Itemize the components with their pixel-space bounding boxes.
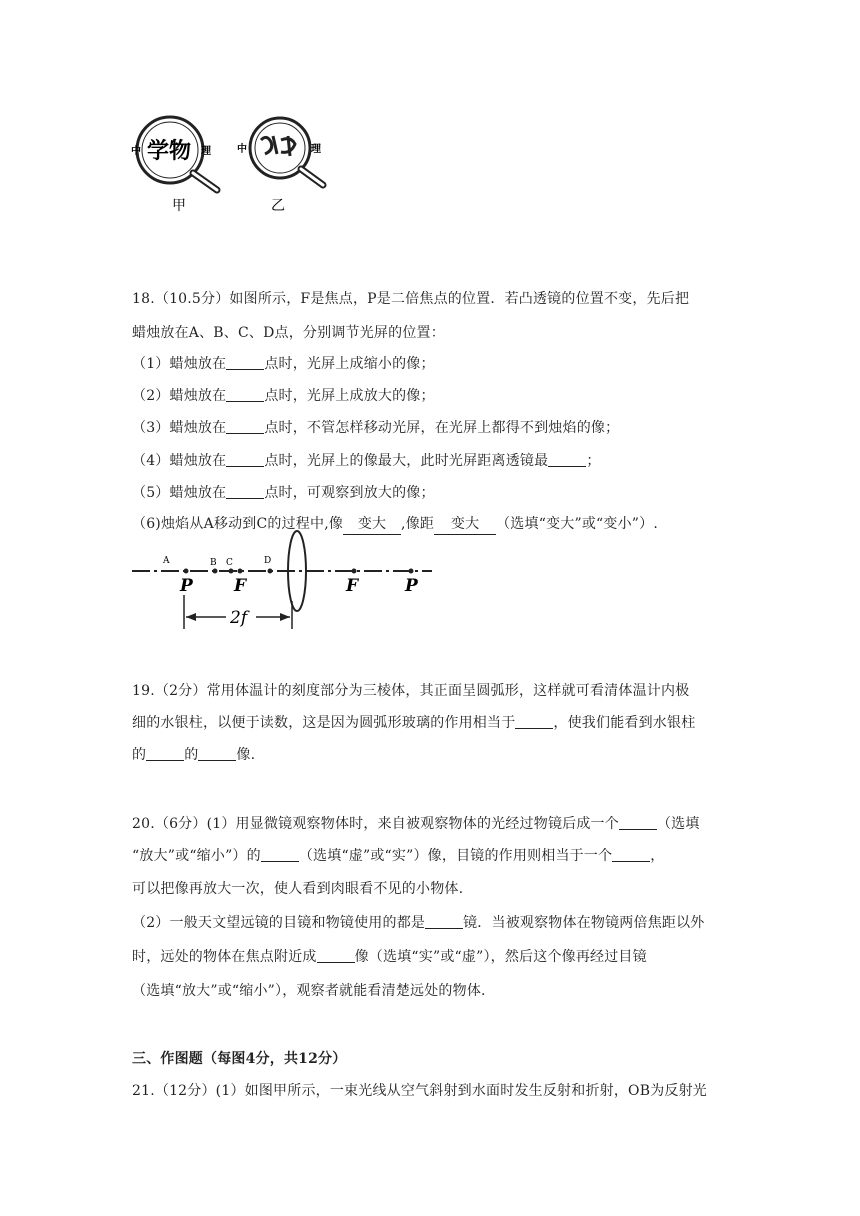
side-right-text: 理 bbox=[201, 146, 211, 157]
q18-i6-text3: （选填“变大”或“变小”）. bbox=[496, 516, 658, 532]
answer-blank[interactable] bbox=[226, 387, 264, 402]
q20-line2 bbox=[132, 846, 664, 866]
caption-yi: 乙 bbox=[271, 198, 285, 214]
q19-line3 bbox=[132, 745, 255, 765]
caption-jia: 甲 bbox=[172, 198, 186, 214]
q21-line1: 21.（12分）(1）如图甲所示，一束光线从空气斜射到水面时发生反射和折射，OB为反射光 bbox=[132, 1083, 708, 1099]
q20-text3: “放大”或“缩小”）的 bbox=[132, 848, 261, 864]
q20-text2: （选填 bbox=[656, 816, 700, 832]
q19-text5: 像. bbox=[236, 747, 256, 763]
label-p-right: P bbox=[405, 576, 418, 596]
q18-i5-text: （5）蜡烛放在 bbox=[132, 485, 227, 501]
label-c: C bbox=[226, 558, 233, 568]
q18-i3-text2: 点时，不管怎样移动光屏，在光屏上都得不到烛焰的像； bbox=[264, 420, 620, 436]
q20-line3: 可以把像再放大一次，使人看到肉眼看不见的小物体. bbox=[132, 881, 464, 897]
q18-i1-text: （1）蜡烛放在 bbox=[132, 356, 227, 372]
q19-text3: 的 bbox=[132, 747, 147, 763]
dim-arrow-left bbox=[186, 613, 196, 621]
label-p-left: P bbox=[180, 576, 193, 596]
side-left2-text: 中 bbox=[237, 144, 247, 155]
lens1-text: 学物 bbox=[147, 138, 192, 164]
answer-blank[interactable] bbox=[226, 419, 264, 434]
q18-i6-text: （6)烛焰从A移动到C的过程中,像 bbox=[132, 516, 344, 532]
side-left-text: 中 bbox=[131, 146, 141, 157]
q18-line2: 蜡烛放在A、B、C、D点，分别调节光屏的位置： bbox=[132, 325, 445, 341]
answer-blank[interactable] bbox=[146, 746, 184, 761]
q18-item3 bbox=[132, 418, 619, 438]
answer-blank[interactable] bbox=[198, 746, 236, 761]
q18-i2-text2: 点时，光屏上成放大的像； bbox=[264, 388, 435, 404]
q20-line1 bbox=[132, 814, 700, 834]
point-a bbox=[184, 569, 189, 574]
side-right2-text: 理 bbox=[311, 144, 321, 155]
section-heading: 三、作图题（每图4分，共12分） bbox=[132, 1051, 347, 1067]
focus-right-dot bbox=[352, 569, 357, 574]
label-a: A bbox=[163, 556, 170, 566]
label-f-left: F bbox=[234, 576, 247, 596]
q19-text4: 的 bbox=[184, 747, 199, 763]
point-b bbox=[213, 569, 218, 574]
q20-text4: （选填“虚”或“实”）像，目镜的作用则相当于一个 bbox=[298, 848, 613, 864]
point-d bbox=[268, 569, 273, 574]
twofocus-right-dot bbox=[409, 569, 414, 574]
answer-blank[interactable] bbox=[261, 847, 299, 862]
answer-blank[interactable] bbox=[226, 484, 264, 499]
magnifier-figure bbox=[125, 110, 345, 220]
q20-text6: （2）一般天文望远镜的目镜和物镜使用的都是 bbox=[132, 915, 426, 931]
answer-blank[interactable] bbox=[226, 452, 264, 467]
q20-line4 bbox=[132, 913, 705, 933]
dim-arrow-right bbox=[280, 613, 290, 621]
answer-blank[interactable] bbox=[548, 452, 586, 467]
answer-blank[interactable] bbox=[425, 914, 463, 929]
lens-diagram bbox=[130, 525, 440, 655]
q18-i4-text2: 点时，光屏上的像最大，此时光屏距离透镜最 bbox=[264, 453, 549, 469]
q20-line6: （选填“放大”或“缩小”），观察者就能看清楚远处的物体. bbox=[132, 983, 486, 999]
q20-text: 20.（6分）(1）用显微镜观察物体时，来自被观察物体的光经过物镜后成一个 bbox=[132, 816, 619, 832]
filled-answer: 变大 bbox=[434, 514, 496, 535]
q19-line1: 19.（2分）常用体温计的刻度部分为三棱体，其正面呈圆弧形，这样就可看清体温计内极 bbox=[132, 683, 690, 699]
point-c bbox=[229, 569, 234, 574]
q20-text5: ， bbox=[650, 848, 665, 864]
q18-item1 bbox=[132, 354, 435, 374]
q18-i3-text: （3）蜡烛放在 bbox=[132, 420, 227, 436]
q18-i4-text3: ； bbox=[586, 453, 601, 469]
q20-text7: 镜．当被观察物体在物镜两倍焦距以外 bbox=[463, 915, 705, 931]
answer-blank[interactable] bbox=[612, 847, 650, 862]
q19-text: 细的水银柱，以便于读数，这是因为圆弧形玻璃的作用相当于 bbox=[132, 715, 516, 731]
q18-i1-text2: 点时，光屏上成缩小的像； bbox=[264, 356, 435, 372]
q20-text8: 时，远处的物体在焦点附近成 bbox=[132, 949, 317, 965]
q19-line2 bbox=[132, 713, 695, 733]
filled-answer: 变大 bbox=[343, 514, 401, 535]
q18-i5-text2: 点时，可观察到放大的像； bbox=[264, 485, 435, 501]
label-f-right: F bbox=[346, 576, 359, 596]
q20-text9: 像（选填“实”或“虚”），然后这个像再经过目镜 bbox=[354, 949, 647, 965]
label-2f: 2f bbox=[230, 608, 248, 628]
q18-item2 bbox=[132, 386, 435, 406]
q18-line1: 18.（10.5分）如图所示，F是焦点，P是二倍焦点的位置．若凸透镜的位置不变，先后把 bbox=[132, 291, 690, 307]
q18-i4-text: （4）蜡烛放在 bbox=[132, 453, 227, 469]
q18-i6-text2: ,像距 bbox=[401, 516, 435, 532]
q18-item5 bbox=[132, 483, 435, 503]
label-d: D bbox=[264, 556, 272, 566]
focus-left-dot bbox=[238, 569, 243, 574]
q19-text2: ，使我们能看到水银柱 bbox=[553, 715, 696, 731]
q18-item4 bbox=[132, 451, 601, 471]
answer-blank[interactable] bbox=[317, 948, 355, 963]
q20-line5 bbox=[132, 947, 647, 967]
label-b: B bbox=[210, 558, 217, 568]
answer-blank[interactable] bbox=[619, 815, 657, 830]
answer-blank[interactable] bbox=[226, 355, 264, 370]
q18-i2-text: （2）蜡烛放在 bbox=[132, 388, 227, 404]
answer-blank[interactable] bbox=[515, 714, 553, 729]
